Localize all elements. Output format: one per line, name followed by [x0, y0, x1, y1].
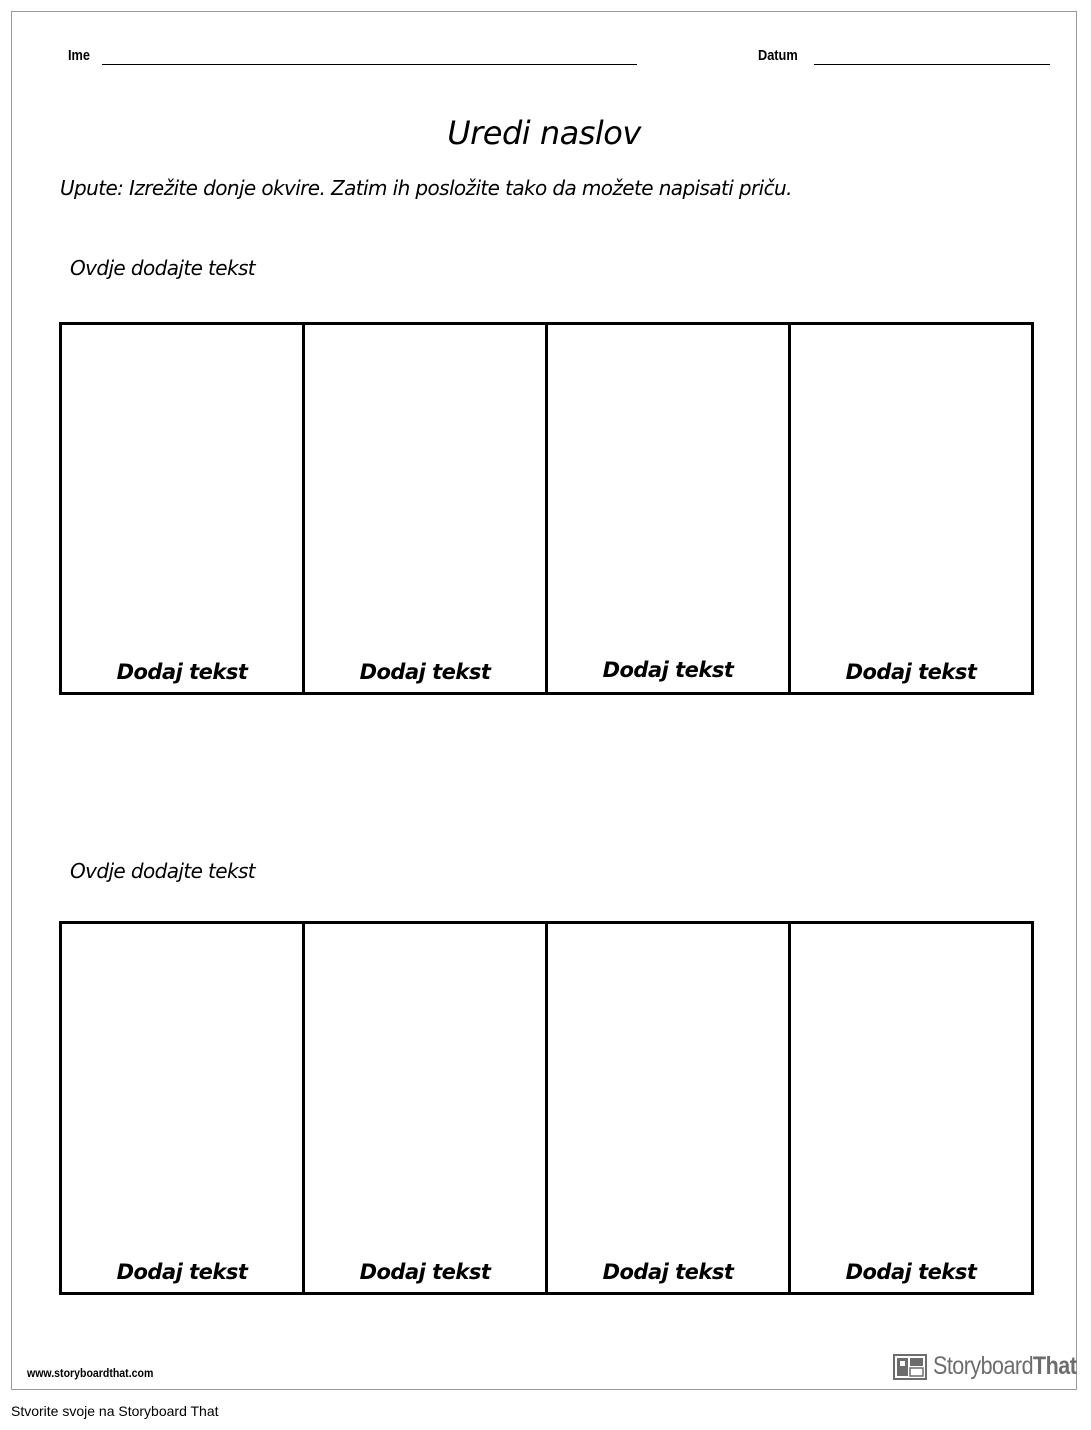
instructions-text: Upute: Izrežite donje okvire. Zatim ih posložite tako da možete napisati priču.	[60, 176, 792, 200]
logo-text-regular: Storyboard	[933, 1352, 1034, 1380]
strip-cell	[62, 924, 305, 1292]
strip-cell	[305, 325, 548, 692]
cell-label: Dodaj tekst	[359, 660, 491, 684]
section-heading-1: Ovdje dodajte tekst	[70, 256, 256, 280]
cell-label: Dodaj tekst	[116, 660, 248, 684]
storyboardthat-logo[interactable]	[893, 1352, 1091, 1381]
strip-cell	[548, 325, 791, 692]
cell-label: Dodaj tekst	[359, 1260, 491, 1284]
strip-cell	[62, 325, 305, 692]
strip-cell	[305, 924, 548, 1292]
cell-label: Dodaj tekst	[602, 658, 734, 682]
footer-url[interactable]: www.storyboardthat.com	[27, 1366, 154, 1380]
cell-label: Dodaj tekst	[602, 1260, 734, 1284]
name-label: Ime	[68, 47, 90, 64]
strip-cell	[791, 325, 1031, 692]
date-line	[814, 64, 1050, 65]
date-label: Datum	[758, 47, 798, 64]
cell-label: Dodaj tekst	[845, 1260, 977, 1284]
section-heading-2: Ovdje dodajte tekst	[70, 859, 256, 883]
logo-text-bold: That	[1033, 1352, 1077, 1380]
strip-cell	[548, 924, 791, 1292]
cell-strip-1	[59, 322, 1034, 695]
cell-label: Dodaj tekst	[845, 660, 977, 684]
cell-label: Dodaj tekst	[116, 1260, 248, 1284]
caption-text: Stvorite svoje na Storyboard That	[11, 1403, 219, 1419]
name-line	[102, 64, 637, 65]
storyboard-icon	[893, 1354, 927, 1380]
logo-text	[933, 1352, 1076, 1381]
cell-strip-2	[59, 921, 1034, 1295]
strip-cell	[791, 924, 1031, 1292]
worksheet-title: Uredi naslov	[447, 114, 641, 152]
